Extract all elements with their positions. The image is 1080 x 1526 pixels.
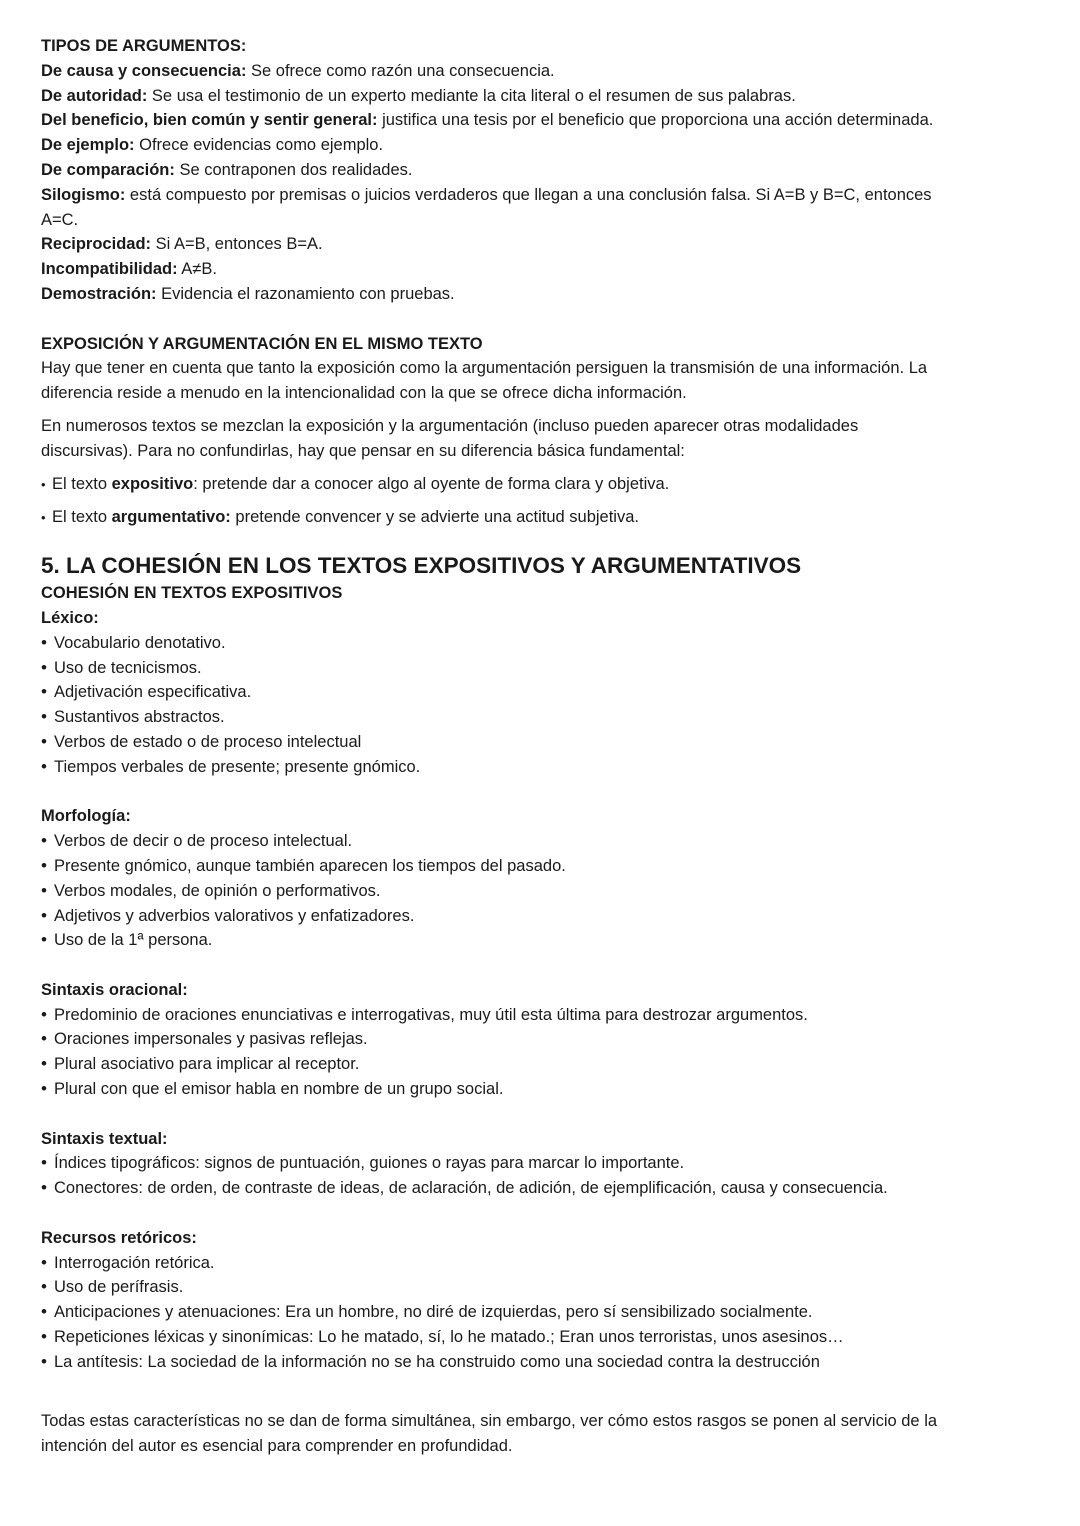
sintaxis-oracional-item: • Oraciones impersonales y pasivas reflejas.	[41, 1027, 1041, 1052]
tipo-autoridad: De autoridad: Se usa el testimonio de un experto mediante la cita literal o el resumen de sus palabras.	[41, 86, 796, 105]
document-page	[41, 34, 1041, 1459]
bullet-argumentativo: • El texto argumentativo: pretende convencer y se advierte una actitud subjetiva.	[41, 505, 1041, 531]
morfologia-item: • Verbos de decir o de proceso intelectual.	[41, 829, 1041, 854]
lexico-item: • Tiempos verbales de presente; presente gnómico.	[41, 755, 1041, 780]
exposicion-para2-l2: discursivas). Para no confundirlas, hay que pensar en su diferencia básica fundamental:	[41, 441, 685, 460]
recursos-item: • Uso de perífrasis.	[41, 1275, 1041, 1300]
sintaxis-textual-item: • Índices tipográficos: signos de puntuación, guiones o rayas para marcar lo importante.	[41, 1151, 1041, 1176]
tipo-comparacion: De comparación: Se contraponen dos realidades.	[41, 160, 413, 179]
lexico-item: • Verbos de estado o de proceso intelectual	[41, 730, 1041, 755]
recursos-item: • Repeticiones léxicas y sinonímicas: Lo he matado, sí, lo he matado.; Eran unos terroristas, unos asesinos…	[41, 1325, 1041, 1350]
tipo-ejemplo: De ejemplo: Ofrece evidencias como ejemplo.	[41, 136, 384, 155]
section5-subtitle: COHESIÓN EN TEXTOS EXPOSITIVOS	[41, 584, 343, 603]
sintaxis-oracional-item: • Plural con que el emisor habla en nombre de un grupo social.	[41, 1077, 1041, 1102]
sintaxis-oracional-heading: Sintaxis oracional:	[41, 980, 188, 999]
tipos-heading: TIPOS DE ARGUMENTOS:	[41, 37, 247, 55]
sintaxis-textual-item: • Conectores: de orden, de contraste de ideas, de aclaración, de adición, de ejemplificación, causa y consecuencia.	[41, 1176, 1041, 1201]
exposicion-heading: EXPOSICIÓN Y ARGUMENTACIÓN EN EL MISMO TEXTO	[41, 334, 483, 353]
lexico-item: • Uso de tecnicismos.	[41, 656, 1041, 681]
lexico-item: • Vocabulario denotativo.	[41, 631, 1041, 656]
morfologia-item: • Adjetivos y adverbios valorativos y enfatizadores.	[41, 904, 1041, 929]
section5-title: 5. LA COHESIÓN EN LOS TEXTOS EXPOSITIVOS Y ARGUMENTATIVOS	[41, 553, 802, 579]
tipo-beneficio: Del beneficio, bien común y sentir general: justifica una tesis por el beneficio que proporciona una acción determinada.	[41, 111, 934, 130]
sintaxis-textual-heading: Sintaxis textual:	[41, 1129, 168, 1148]
sintaxis-oracional-item: • Plural asociativo para implicar al receptor.	[41, 1052, 1041, 1077]
recursos-item: • Anticipaciones y atenuaciones: Era un hombre, no diré de izquierdas, pero sí sensibilizado socialmente.	[41, 1300, 1041, 1325]
morfologia-item: • Uso de la 1ª persona.	[41, 928, 1041, 953]
tipo-causa: De causa y consecuencia: Se ofrece como razón una consecuencia.	[41, 61, 555, 80]
lexico-item: • Adjetivación especificativa.	[41, 680, 1041, 705]
exposicion-para1-l1: Hay que tener en cuenta que tanto la exposición como la argumentación persiguen la transmisión de una información. La	[41, 359, 928, 378]
tipo-reciprocidad: Reciprocidad: Si A=B, entonces B=A.	[41, 235, 323, 254]
tipo-demostracion: Demostración: Evidencia el razonamiento con pruebas.	[41, 284, 455, 303]
conclusion-l1: Todas estas características no se dan de forma simultánea, sin embargo, ver cómo estos rasgos se ponen al servicio de la	[41, 1412, 938, 1431]
exposicion-para1-l2: diferencia reside a menudo en la intencionalidad con la que se ofrece dicha información.	[41, 384, 687, 403]
tipo-silogismo: Silogismo: está compuesto por premisas o juicios verdaderos que llegan a una conclusión falsa. Si A=B y B=C, entonces	[41, 185, 932, 204]
lexico-item: • Sustantivos abstractos.	[41, 705, 1041, 730]
recursos-heading: Recursos retóricos:	[41, 1228, 197, 1247]
morfologia-item: • Verbos modales, de opinión o performativos.	[41, 879, 1041, 904]
morfologia-item: • Presente gnómico, aunque también aparecen los tiempos del pasado.	[41, 854, 1041, 879]
morfologia-heading: Morfología:	[41, 807, 131, 826]
lexico-heading: Léxico:	[41, 608, 99, 627]
recursos-item: • Interrogación retórica.	[41, 1251, 1041, 1276]
tipo-silogismo-cont: A=C.	[41, 210, 79, 229]
exposicion-para2-l1: En numerosos textos se mezclan la exposición y la argumentación (incluso pueden aparecer otras modalidades	[41, 416, 859, 435]
tipo-incompatibilidad: Incompatibilidad: A≠B.	[41, 260, 217, 279]
bullet-expositivo: • El texto expositivo: pretende dar a conocer algo al oyente de forma clara y objetiva.	[41, 472, 1041, 498]
conclusion-l2: intención del autor es esencial para comprender en profundidad.	[41, 1437, 513, 1456]
sintaxis-oracional-item: • Predominio de oraciones enunciativas e interrogativas, muy útil esta última para destrozar argumentos.	[41, 1003, 1041, 1028]
recursos-item: • La antítesis: La sociedad de la información no se ha construido como una sociedad contra la destrucción	[41, 1350, 1041, 1375]
